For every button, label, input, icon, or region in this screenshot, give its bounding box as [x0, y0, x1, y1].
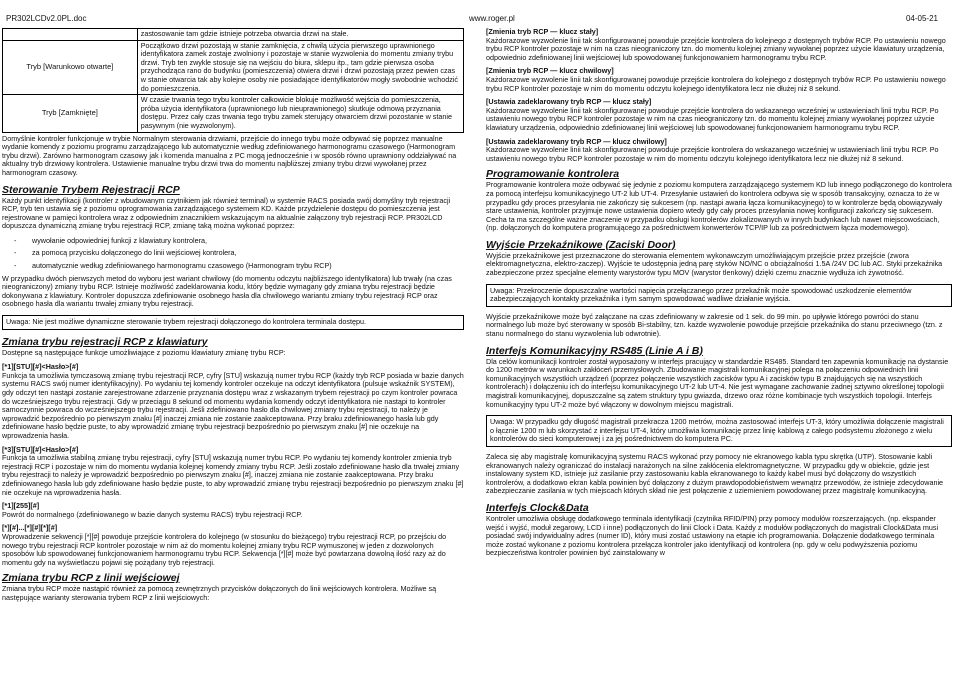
- input-mode-description: Każdorazowe wyzwolenie linii tak skonfigurowanej powoduje przejście kontrolera do wskazanego wcześniej w ustawieniach linii trybu RCP. Po ustawieniu nowego trybu RCP kontroler pozostaje w nim na czas nieograniczony tzn. do momentu kolejnej zmiany wywołanej poprzez użycie klawiatury urządzenia, odpowiednio zdefiniowanej linii wejściowej lub spowodowanej funkcjonowaniem harmonogramu trybu RCP.: [486, 105, 939, 132]
- section-title-programming: Programowanie kontrolera: [486, 168, 620, 181]
- paragraph-rcp-variants: W przypadku dwóch pierwszych metod do wyboru jest wariant chwilowy (do momentu odczytu najbliższego identyfikatora) lub trwały (na czas nieograniczony) zmiany trybu RCP. Istnieje możliwość zadeklarowania kodu, który będzie wymagany gdy zmiana trybu rejestracji będzie dokonywana z klawiatury. Kontroler dopuszcza zdefiniowanie osobnego hasła dla chwilowego wariantu zmiany trybu rejestracji RCP oraz osobnego hasła dla wariantu trwałej zmiany trybu rejestracji.: [2, 273, 452, 309]
- table-row: [3, 29, 464, 41]
- table-top-text: zastosowanie tam gdzie istnieje potrzeba otwarcia drzwi na stałe.: [137, 29, 463, 41]
- rcp-methods-list: [2, 237, 464, 271]
- input-mode-description: Każdorazowe wyzwolenie linii tak skonfigurowanej powoduje przejście kontrolera do wskazanego wcześniej w ustawieniach linii trybu RCP. Po ustawieniu nowego trybu RCP kontroler pozostaje w nim do momentu odczytu kolejnego identyfikatora lecz nie dłużej niż 8 sekund.: [486, 145, 939, 163]
- header-website: www.roger.pl: [469, 14, 515, 23]
- command-description: Powrót do normalnego (zdefiniowanego w bazie danych systemu RACS) trybu rejestracji RCP.: [2, 509, 303, 519]
- command-description: Wprowadzenie sekwencji [*][#] powoduje przejście kontrolera do kolejnego (w stosunku do bieżącego) trybu rejestracji RCP, po przejściu do nowego trybu rejestracji RCP kontroler pozostaje w nim aż do momentu kolejnej zmiany trybu RCP wymuszonej w jeden z dozwolonych sposobów lub spowodowanej funkcjonowaniem harmonogramu trybu RCP. Sekwencja [*][#] może być powtarzana dowolną ilość razy aż do momentu gdy na wyświetlaczu pojawi się pożądany tryb rejestracji.: [2, 531, 447, 567]
- input-mode-title: [Ustawia zadeklarowany tryb RCP — klucz chwilowy]: [486, 136, 667, 146]
- input-mode-block: [486, 28, 952, 62]
- input-mode-description: Każdorazowe wyzwolenie linii tak skonfigurowanej powoduje przejście kontrolera do kolejnego z dostępnych trybów RCP. Po ustawieniu nowego trybu RCP kontroler pozostaje w nim na czas nieograniczony tzn. do momentu kolejnej zmiany wywołanej poprzez użycie klawiatury urządzenia, odpowiednio zdefiniowanej linii wejściowej lub spowodowanej funkcjonowaniem harmonogramu trybu RCP.: [486, 35, 946, 62]
- command-description: Funkcja ta umożliwia stabilną zmianę trybu rejestracji, cyfry [STU] wskazują numer trybu RCP. Po wydaniu tej komendy kontroler zmienia tryb rejestracji RCP i pozostaje w nim do momentu wydania kolejnej komendy zmiany trybu RCP. Jeśli zostało zdefiniowane hasło dla trwałej zmiany trybu rejestracji to należy je wprowadzić bezpośrednio po pierwszym znaku [#], inaczej zmiana nie zostanie zaakceptowana. Przy braku zdefiniowanego hasła lub gdy zdefiniowane hasło będzie puste, to aby wprowadzić zmianę trybu rejestracji bezpośrednio po pierwszym znaku [#] nie oczekuje na wprowadzenia hasła.: [2, 453, 464, 497]
- section-title-input-line: Zmiana trybu RCP z linii wejściowej: [2, 572, 180, 585]
- paragraph-normal-mode: Domyślnie kontroler funkcjonuje w trybie Normalnym sterowania drzwiami, przejście do innego trybu może odbywać się poprzez manualne wydanie komendy z poziomu programu zarządzającego lub automatycznie według zdefiniowanego harmonogramu czasowego (Harmonogram trybu drzwi). Zarówno harmonogram czasowy jak i komenda manualna z PC mogą jednocześnie i w sposób równo uprawniony oddziaływać na aktualny tryb drzwiowy kontrolera. Ustawienie manualne trybu drzwi trwa do momentu najbliższej zmiany trybu drzwi wywołanej przez harmonogram czasowy.: [2, 133, 457, 177]
- paragraph-programming: Programowanie kontrolera może odbywać się jedynie z poziomu komputera zarządzającego systemem KD lub innego podłączonego do kontrolera za pomocą interfejsu komunikacyjnego UT-2 lub UT-4. Przesyłanie ustawień do kontrolera odbywa się w sposób transakcyjny, oznacza to że w przypadku gdy proces przesyłania nie zakończy się sukcesem (np. nastąpi awaria łącza komunikacyjnego) to w kontrolerze będą obowiązywały stare ustawienia, kontroler przyjmuje nowe ustawienia dopiero wtedy gdy cały proces przesyłania nowej konfiguracji zakończy się sukcesem. Cecha ta ma szczególne ważne znaczenie w przypadku obsługi kontrolerów zlokalizowanych w innych budynkach lub nawet miejscowościach, (np. dołączonych do komputera programującego za pośrednictwem konwerterów TCP/IP lub za pośrednictwem łącza modemowego).: [486, 180, 952, 233]
- input-mode-block: [486, 98, 952, 132]
- section-title-keypad: Zmiana trybu rejestracji RCP z klawiatury: [2, 335, 208, 348]
- paragraph-input-line: Zmiana trybu RCP może nastąpić również za pomocą zewnętrznych przycisków dołączonych do linii wejściowych kontrolera. Możliwe są następujące warianty sterowania trybem RCP z linii wejściowych:: [2, 584, 437, 602]
- note-box: Uwaga: Nie jest możliwe dynamiczne sterowanie trybem rejestracji dołączonego do kontrolera terminala dostępu.: [2, 315, 464, 330]
- header-date: 04-05-21: [905, 14, 938, 23]
- command-block: [2, 502, 464, 519]
- table-row: [3, 40, 464, 95]
- page-header: [0, 14, 960, 26]
- command-code: [*1][STU][#]<Hasło>[#]: [2, 362, 79, 372]
- command-block: [2, 524, 464, 567]
- command-block: [2, 446, 464, 498]
- right-column: [486, 28, 952, 564]
- section-title-clock-data: Interfejs Clock&Data: [486, 501, 589, 514]
- paragraph-keypad-intro: Dostępne są następujące funkcje umożliwiające z poziomu klawiatury zmianę trybu RCP:: [2, 347, 286, 357]
- command-block: [2, 363, 464, 440]
- section-title-rs485: Interfejs Komunikacyjny RS485 (Linie A i B): [486, 344, 703, 357]
- paragraph-relay: Wyjście przekaźnikowe jest przeznaczone do sterowania elementem wykonawczym umożliwiającym przejście przez przejście (zwora elektromagnetyczna, elektro-zaczep). Wyjście te udostępnia jedną parę styków NO/NC o obciążalności 1.5A /24V DC lub AC. Styki przekaźnika zabezpieczone przez specjalne elementy warystorów typu MOV (warystor tlenkowy) dzięki czemu znacznie wydłuża ich żywotność.: [486, 250, 943, 278]
- header-filename: PR302LCDv2.0PL.doc: [6, 14, 87, 23]
- note-box: Uwaga: W przypadku gdy długość magistrali przekracza 1200 metrów, można zastosować interfejs UT-3, który umożliwia dołączenie magistrali o łącznie 1200 m lub skorzystać z interfejsu UT-4, który umożliwia komunikację przez linię kablową z całego podsystemu złożonego z wielu kontrolerów do sieci komputerowej i za jej pośrednictwem do komputera PC.: [486, 415, 952, 447]
- input-mode-block: [486, 138, 952, 164]
- mode-label: Tryb [Warunkowo otwarte]: [3, 40, 138, 95]
- input-mode-block: [486, 67, 952, 93]
- door-modes-table: [2, 28, 464, 133]
- paragraph-rs485-cabling: Zaleca się aby magistralę komunikacyjną systemu RACS wykonać przy pomocy nie ekranowego kabla typu skrętka (UTP). Stosowanie kabli ekranowanych należy ograniczać do instalacji narażonych na silne zakłócenia elektromagnetyczne. W przypadku gdy w obiekcie, gdzie jest instalowany system KD, istnieje już zasilanie przy zastosowaniu kabla ekranowanego to każdy kabel musi być dołączony do wszystkich kontrolerów, a dodatkowo ekran kabla powinien być dołączony z dużym prawdopodobieństwem wewnątrz przewodów, że istnieje zdecydowanie zabezpieczanie zasilania w tych miejscach których skład nie jest połączenie z uziemieniem powodowanej przez magistralę komunikacyjną.: [486, 451, 944, 496]
- command-description: Funkcja ta umożliwia tymczasową zmianę trybu rejestracji RCP, cyfry [STU] wskazują numer trybu RCP (każdy tryb RCP posiada w bazie danych systemu RACS swój numer identyfikacyjny). Po wydaniu tej komendy kontroler oczekuje na odczyt identyfikatora (pulsuje wskaźnik SYSTEM), gdy odczyt ten nastąpi zostanie zarejestrowane zdarzenie przyznania dostępu wraz z wskazanym trybem rejestracji po czym kontroler powraca do wcześniejszego trybu rejestracji. Gdy w przeciągu 8 sekund od momentu wydania komendy odczyt identyfikatora nie nastąpi to kontroler samoczynnie powraca do wcześniejszego trybu rejestracji. Jeśli zdefiniowano hasło dla chwilowej zmiany trybu rejestracji, to należy je wprowadzić bezpośrednio po pierwszym znaku [#] inaczej zmiana nie zostanie zaakceptowana. Przy braku zdefiniowanego hasła lub gdy zdefiniowane hasło będzie puste, to aby wprowadzić zmianę trybu rejestracji bezpośrednio po pierwszym znaku [#] nie oczekuje na wprowadzenia hasła.: [2, 370, 464, 440]
- note-box: Uwaga: Przekroczenie dopuszczalne wartości napięcia przełączanego przez przekaźnik może spowodować uszkodzenie elementów zabezpieczających kontakty przekaźnika i tym samym spowodować wadliwe działanie wyjścia.: [486, 284, 952, 307]
- input-mode-description: Każdorazowe wyzwolenie linii tak skonfigurowanej powoduje przejście kontrolera do kolejnego z dostępnych trybów RCP. Po ustawieniu nowego trybu RCP kontroler pozostaje w nim do momentu odczytu kolejnego identyfikatora lecz nie dłużej niż 8 sekund.: [486, 74, 946, 93]
- list-item: - automatycznie według zdefiniowanego harmonogramu czasowego (Harmonogram trybu RCP): [14, 261, 332, 271]
- command-code: [*3][STU][#]<Hasło>[#]: [2, 444, 79, 454]
- list-item: - za pomocą przycisku dołączonego do linii wejściowej kontrolera,: [14, 248, 237, 258]
- table-row: [3, 95, 464, 132]
- paragraph-rcp: Każdy punkt identyfikacji (kontroler z wbudowanym czytnikiem jak również terminal) w systemie RACS posiada swój domyślny tryb rejestracji RCP, tryb ten ustawia się z poziomu oprogramowania zarządzającego systemem KD. Każde przydzielenie dostępu do pomieszczenia jest rejestrowane w pamięci kontrolera wraz z odpowiednim znacznikiem wskazującym na aktualnie załączony tryb rejestracji RCP. PR302LCD dopuszcza dynamiczną zmianę trybu rejestracji RCP, zmianę taką można wykonać poprzez:: [2, 195, 451, 231]
- left-column: [2, 28, 464, 608]
- paragraph-relay-time: Wyjście przekaźnikowe może być załączane na czas zdefiniowany w zakresie od 1 sek. do 99 min. po upływie którego powróci do stanu normalnego lub może być sterowany w sposób Bi-stabilny, tzn. każde wyzwolenie powoduje przejście przekaźnika do stanu przeciwnego (tzn. z stanu normalnego do stanu wyzwolenia lub odwrotnie).: [486, 311, 943, 339]
- mode-description: Początkowo drzwi pozostają w stanie zamknięcia, z chwilą użycia pierwszego uprawnionego identyfikatora zamek zostaje zwolniony i pozostaje w stanie wyzwolenia do momentu zmiany trybu drzwi. Tryb ten zwykle stosuje się na wejściu do biura, sklepu itp., tam gdzie pierwsza osoba przychodząca rano do budynku (pomieszczenia) otwiera drzwi i drzwi pozostają przez pewien czas w stanie otwarcia tak aby kolejne osoby nie posiadające identyfikatorów mogły swobodnie wchodzić do pomieszczenia.: [137, 40, 463, 95]
- section-title-relay: Wyjście Przekaźnikowe (Zaciski Door): [486, 238, 676, 251]
- input-mode-title: [Ustawia zadeklarowany tryb RCP — klucz stały]: [486, 97, 652, 107]
- paragraph-clock-data: Kontroler umożliwia obsługę dodatkowego terminala identyfikacji (czytnika RFID/PIN) przy pomocy modułów rozszerzających. (np. ekspander wejść i wyjść, moduł zegarowy, LCD i inne) podłączonych do linii Clock i Data. Każdy z modułów podłączonych do magistrali Clock&Data musi posiadać swój indywidualny adres (numer ID), który musi zostać ustawiony na etapie ich programowania. Dołączenie dodatkowego terminala może zostać wykonane z poziomu kontrolera przełącza kontroler jako identyfikacji od kontrolera (np. gdy w celu podwyższenia poziomu bezpieczeństwa kontroler powinien być zainstalowany w: [486, 513, 939, 558]
- section-title-rcp: Sterowanie Trybem Rejestracji RCP: [2, 183, 180, 196]
- input-mode-title: [Zmienia tryb RCP — klucz stały]: [486, 27, 599, 36]
- mode-description: W czasie trwania tego trybu kontroler całkowicie blokuje możliwość wejścia do pomieszczenia, próba użycia identyfikatora (uprawnionego lub nieuprawnionego) skutkuje odmową przyznania dostępu. Przez cały czas trwania tego trybu zamek sterujący otwarciem drzwi pozostanie w stanie pasywnym (nie wyzwolonym).: [137, 95, 463, 132]
- mode-label: Tryb [Zamknięte]: [3, 95, 138, 132]
- command-code: [*1][255][#]: [2, 501, 40, 511]
- input-mode-title: [Zmienia tryb RCP — klucz chwilowy]: [486, 66, 614, 76]
- command-code: [*][#]...[*][#][*][#]: [2, 523, 58, 533]
- list-item: - wywołanie odpowiedniej funkcji z klawiatury kontrolera,: [14, 235, 207, 245]
- paragraph-rs485: Dla celów komunikacji kontroler został wyposażony w interfejs pracujący w standardzie RS485. Standard ten zapewnia komunikację na dystansie do 1200 metrów w warunkach zakłóceń przemysłowych. Zbudowanie magistrali komunikacyjnej polega na połączeniu odpowiednich linii komunikacyjnych wszystkich urządzeń (poprzez połączenie wszystkich zacisków typu A i zacisków typu B znajdujących się na wszystkich kontrolerach) i dołączeniu ich do interfejsu komunikacyjnego UT-2 lub UT-4. Nie jest wymagane zachowanie żadnej sztywno określonej topologii magistrali komunikacyjnej, dopuszczalne są zatem struktury typu gwiazda, drzewo oraz różne kombinacje tych wszystkich topologii. Interfejs komunikacyjny typu UT-2 może być włączony w dowolnym miejscu magistrali.: [486, 356, 949, 409]
